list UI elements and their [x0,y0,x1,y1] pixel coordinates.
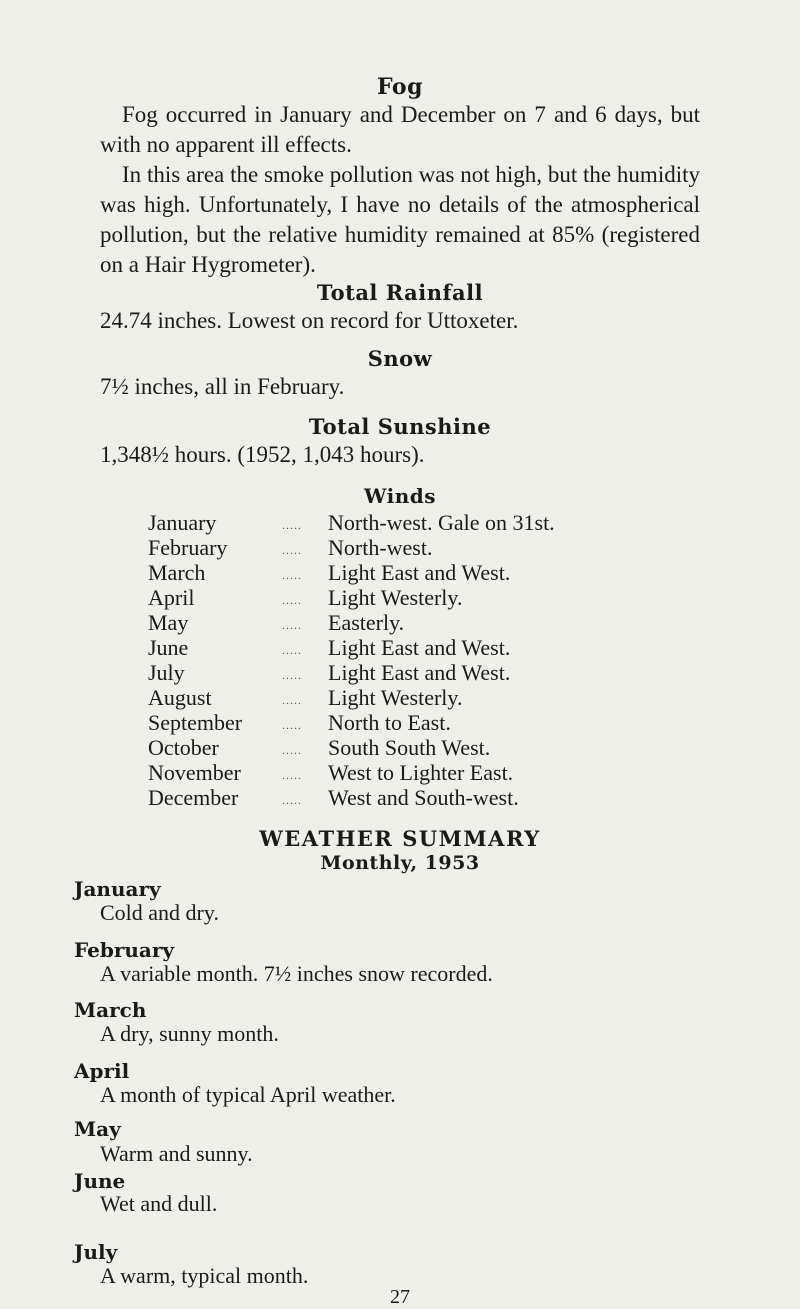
winds-description: Light Westerly. [328,685,463,710]
fog-paragraph-1: Fog occurred in January and December on 7 and 6 days, but with no apparent ill effects. [100,102,700,157]
winds-month: January [148,510,217,535]
winds-month: October [148,735,219,760]
winds-month: December [148,785,239,810]
page-number: 27 [390,1285,410,1308]
summary-month: May [74,1117,121,1141]
leader-dots: ..... [282,693,302,707]
winds-description: Light East and West. [328,560,511,585]
summary-description: A dry, sunny month. [100,1021,279,1046]
winds-month: April [148,585,195,610]
summary-description: Wet and dull. [100,1191,218,1216]
summary-month: March [74,998,147,1022]
winds-heading: Winds [364,484,436,508]
leader-dots: ..... [282,743,302,757]
fog-heading: Fog [377,74,423,100]
winds-month: May [148,610,189,635]
winds-description: Light East and West. [328,660,511,685]
rainfall-heading: Total Rainfall [316,280,484,305]
snow-heading: Snow [367,346,433,371]
summary-description: A month of typical April weather. [100,1081,396,1107]
winds-description: North-west. Gale on 31st. [328,510,555,535]
leader-dots: ..... [282,543,302,557]
winds-description: Easterly. [328,610,405,635]
leader-dots: ..... [282,718,302,732]
leader-dots: ..... [282,793,302,807]
winds-description: North-west. [328,535,433,560]
leader-dots: ..... [282,668,302,682]
winds-description: North to East. [328,710,451,735]
sunshine-text: 1,348½ hours. (1952, 1,043 hours). [100,442,425,467]
weather-summary-subheading: Monthly, 1953 [320,852,480,874]
summary-month: July [74,1240,118,1264]
winds-description: South South West. [328,735,491,760]
summary-month: June [74,1169,126,1193]
summary-description: Warm and sunny. [100,1141,253,1166]
sunshine-heading: Total Sunshine [308,414,492,439]
leader-dots: ..... [282,518,302,532]
summary-month: April [74,1058,130,1083]
leader-dots: ..... [282,593,302,607]
winds-description: Light East and West. [328,635,511,660]
rainfall-text: 24.74 inches. Lowest on record for Uttoxeter. [100,308,519,333]
winds-month: June [148,635,189,660]
weather-summary-heading: WEATHER SUMMARY [259,826,541,851]
summary-description: A variable month. 7½ inches snow recorded. [100,960,493,986]
winds-month: July [148,660,185,685]
leader-dots: ..... [282,643,302,657]
winds-description: West and South-west. [328,785,519,810]
leader-dots: ..... [282,568,302,582]
leader-dots: ..... [282,768,302,782]
winds-description: West to Lighter East. [328,760,514,785]
winds-month: August [148,685,212,710]
snow-text: 7½ inches, all in February. [100,374,345,399]
summary-description: A warm, typical month. [100,1263,309,1288]
winds-month: March [148,560,206,585]
winds-month: September [148,710,243,735]
summary-month: January [74,877,161,901]
fog-paragraph-2: In this area the smoke pollution was not high, but the humidity was high. Unfortunately, I have no details of the atmospherical pollution, but the relative humidity remained at 85% (registered on a Hair Hygrometer). [100,162,700,277]
winds-description: Light Westerly. [328,585,463,610]
summary-description: Cold and dry. [100,900,219,925]
winds-month: February [148,535,228,560]
leader-dots: ..... [282,618,302,632]
winds-month: November [148,760,241,785]
summary-month: February [74,937,175,962]
